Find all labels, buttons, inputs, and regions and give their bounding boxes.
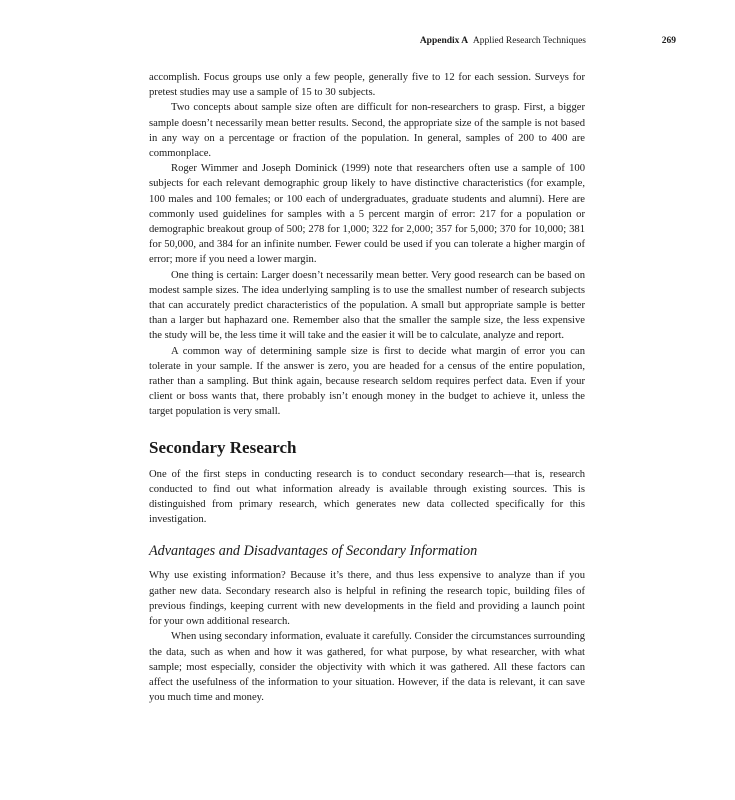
paragraph-evaluate-carefully: When using secondary information, evaluate it carefully. Consider the circumstances surrounding the data, such as when and how it was gathered, for what purpose, by what researcher, with what sample; most especially, consider the objectivity with which it was gathered. All these factors can affect the usefulness of the information to your situation. However, if the data is relevant, it can save you much time and money.	[149, 631, 585, 704]
appendix-label: Appendix A	[419, 36, 469, 46]
paragraph-why-existing-info: Why use existing information? Because it’s there, and thus less expensive to analyze than if you gather new data. Secondary research also is helpful in refining the research topic, building files of previous findings, keeping current with new developments in the field and providing a launch point for your own additional research.	[149, 570, 585, 628]
paragraph-secondary-definition: One of the first steps in conducting research is to conduct secondary research—that is, research conducted to find out what information already is available through existing sources. This is distinguished from primary research, which generates new data collected specifically for this investigation.	[149, 468, 585, 526]
paragraph-margin-of-error: A common way of determining sample size is first to decide what margin of error you can tolerate in your sample. If the answer is zero, you are headed for a census of the entire population, rather than a sampling. But think again, because research seldom requires perfect data. Even if your client or boss wants that, there probably isn’t enough money in the budget to achieve it, unless the target population is very small.	[149, 345, 585, 418]
paragraph-larger-not-better: One thing is certain: Larger doesn’t necessarily mean better. Very good research can be based on modest sample sizes. The idea underlying sampling is to use the smallest number of research subjects that can accurately predict characteristics of the population. A small but appropriate sample is better than a larger but haphazard one. Remember also that the smaller the sample size, the less expensive the study will be, the less time it will take and the easier it will be to calculate, analyze and report.	[149, 269, 585, 342]
paragraph-sample-size-concepts: Two concepts about sample size often are difficult for non-researchers to grasp. First, a bigger sample doesn’t necessarily mean better results. Second, the appropriate size of the sample is not based in any way on a percentage or fraction of the population. In general, samples of 200 to 400 are commonplace.	[149, 102, 585, 160]
heading-secondary-research: Secondary Research	[149, 437, 297, 457]
paragraph-wimmer-dominick: Roger Wimmer and Joseph Dominick (1999) note that researchers often use a sample of 100 subjects for each relevant demographic group likely to have distinctive characteristics (for example, 100 males and 100 females; or 100 each of undergraduates, graduate students and alumni). Here are commonly used guidelines for samples with a 5 percent margin of error: 217 for a population or demographic breakout group of 500; 278 for 1,000; 322 for 2,000; 357 for 5,000; 370 for 10,000; 381 for 50,000, and 384 for an infinite number. Fewer could be used if you can tolerate a higher margin of error; more if you need a lower margin.	[149, 163, 585, 266]
running-header-section	[420, 36, 586, 46]
paragraph-focus-groups: accomplish. Focus groups use only a few people, generally five to 12 for each session. Surveys for pretest studies may use a sample of 15 to 30 subjects.	[149, 72, 585, 99]
running-header	[149, 36, 676, 50]
appendix-title: Applied Research Techniques	[472, 36, 586, 46]
subheading-advantages-disadvantages: Advantages and Disadvantages of Secondary Information	[149, 543, 478, 560]
page-number: 269	[661, 36, 676, 46]
page-body	[149, 70, 585, 705]
